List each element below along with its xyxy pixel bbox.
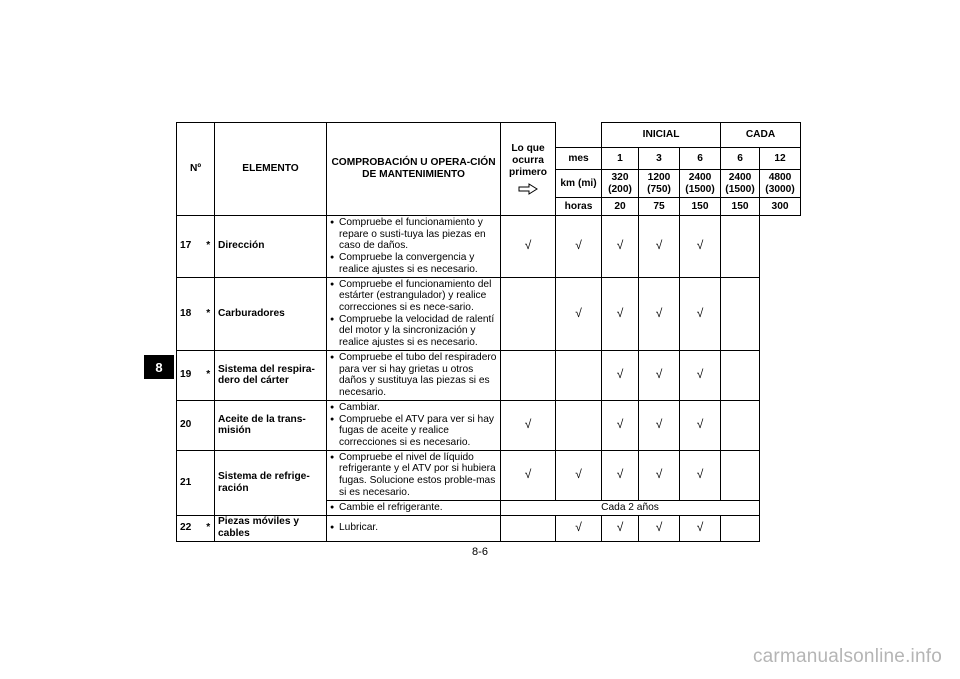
- unit-value: 300: [760, 198, 801, 216]
- check-mark: √: [501, 450, 556, 500]
- row-element: Carburadores: [215, 277, 327, 350]
- check-mark: √: [602, 277, 639, 350]
- check-mark: √: [501, 216, 556, 278]
- list-item: ● Compruebe el tubo del respiradero para ver si hay grietas u otros daños y sustituya las piezas si es necesario.: [330, 352, 497, 399]
- check-mark: √: [556, 277, 602, 350]
- row-number: 22: [177, 515, 203, 541]
- unit-value: 12: [760, 148, 801, 170]
- check-mark: √: [639, 400, 680, 450]
- check-mark: √: [602, 515, 639, 541]
- check-mark: √: [602, 216, 639, 278]
- check-mark: √: [602, 400, 639, 450]
- row-star: [203, 400, 215, 450]
- unit-value: 2400 (1500): [721, 170, 760, 198]
- row-star: *: [203, 277, 215, 350]
- page-number: 8-6: [472, 546, 488, 558]
- row-check: [327, 350, 501, 400]
- maintenance-table: [176, 122, 801, 542]
- row-element: Sistema del respira-dero del cárter: [215, 350, 327, 400]
- header-initial: INICIAL: [602, 123, 721, 148]
- unit-label: km (mi): [556, 170, 602, 198]
- list-item: ● Compruebe la velocidad de ralentí del motor y la sincronización y realice ajustes si es necesario.: [330, 314, 497, 349]
- row-element: Dirección: [215, 216, 327, 278]
- list-item: ● Compruebe la convergencia y realice ajustes si es necesario.: [330, 252, 497, 275]
- list-item: ● Cambiar.: [330, 402, 497, 414]
- unit-value: 150: [680, 198, 721, 216]
- check-mark: √: [602, 450, 639, 500]
- row-element: Aceite de la trans-misión: [215, 400, 327, 450]
- unit-value: 6: [680, 148, 721, 170]
- list-item: ● Cambie el refrigerante.: [330, 502, 497, 514]
- check-mark: √: [556, 515, 602, 541]
- unit-value: 75: [639, 198, 680, 216]
- row-element: Sistema de refrige-ración: [215, 450, 327, 515]
- table-row: [177, 277, 801, 350]
- check-mark: √: [639, 350, 680, 400]
- check-mark: √: [680, 450, 721, 500]
- unit-value: 1: [602, 148, 639, 170]
- check-mark: √: [556, 216, 602, 278]
- list-item: ● Compruebe el nivel de líquido refrigerante y el ATV por si hubiera fugas. Solucione estos proble-mas si es necesario.: [330, 452, 497, 499]
- row-check: [327, 277, 501, 350]
- chapter-tab: 8: [144, 355, 174, 379]
- check-mark: √: [556, 450, 602, 500]
- unit-value: 1200 (750): [639, 170, 680, 198]
- table-row: [177, 216, 801, 278]
- row-check: [327, 500, 501, 515]
- row-check: [327, 216, 501, 278]
- check-mark: √: [639, 515, 680, 541]
- row-number: 19: [177, 350, 203, 400]
- table-row: [177, 350, 801, 400]
- row-star: *: [203, 515, 215, 541]
- header-element: ELEMENTO: [215, 123, 327, 216]
- table-row: [177, 515, 801, 541]
- list-item: ● Compruebe el funcionamiento del estárter (estrangulador) y realice correcciones si es nece-sario.: [330, 279, 497, 314]
- check-mark: √: [680, 216, 721, 278]
- every-interval: Cada 2 años: [501, 500, 760, 515]
- row-number: 21: [177, 450, 203, 515]
- unit-value: 2400 (1500): [680, 170, 721, 198]
- check-mark: √: [680, 277, 721, 350]
- row-check: [327, 450, 501, 500]
- row-star: *: [203, 216, 215, 278]
- check-mark: √: [639, 216, 680, 278]
- header-first-label: Lo que ocurra primero: [509, 143, 547, 178]
- row-number: 18: [177, 277, 203, 350]
- row-star: [203, 450, 215, 515]
- check-mark: √: [680, 350, 721, 400]
- unit-value: 3: [639, 148, 680, 170]
- unit-label: mes: [556, 148, 602, 170]
- header-check: COMPROBACIÓN U OPERA-CIÓN DE MANTENIMIENTO: [327, 123, 501, 216]
- unit-value: 20: [602, 198, 639, 216]
- row-check: [327, 400, 501, 450]
- list-item: ● Compruebe el ATV para ver si hay fugas de aceite y realice correcciones si es necesario.: [330, 414, 497, 449]
- unit-value: 320 (200): [602, 170, 639, 198]
- unit-value: 150: [721, 198, 760, 216]
- check-mark: √: [680, 515, 721, 541]
- check-mark: √: [639, 277, 680, 350]
- check-mark: √: [501, 400, 556, 450]
- row-element: Piezas móviles y cables: [215, 515, 327, 541]
- check-mark: √: [602, 350, 639, 400]
- header-every: CADA: [721, 123, 801, 148]
- row-number: 17: [177, 216, 203, 278]
- header-first: [501, 123, 556, 216]
- watermark: carmanualsonline.info: [752, 646, 942, 667]
- header-no: Nº: [177, 123, 215, 216]
- unit-value: 6: [721, 148, 760, 170]
- row-check: [327, 515, 501, 541]
- list-item: ● Compruebe el funcionamiento y repare o susti-tuya las piezas en caso de daños.: [330, 217, 497, 252]
- table-row: [177, 400, 801, 450]
- arrow-right-icon: [518, 183, 538, 195]
- check-mark: √: [639, 450, 680, 500]
- check-mark: √: [680, 400, 721, 450]
- unit-value: 4800 (3000): [760, 170, 801, 198]
- table-row: [177, 450, 801, 500]
- row-number: 20: [177, 400, 203, 450]
- row-star: *: [203, 350, 215, 400]
- unit-label: horas: [556, 198, 602, 216]
- list-item: ● Lubricar.: [330, 522, 497, 534]
